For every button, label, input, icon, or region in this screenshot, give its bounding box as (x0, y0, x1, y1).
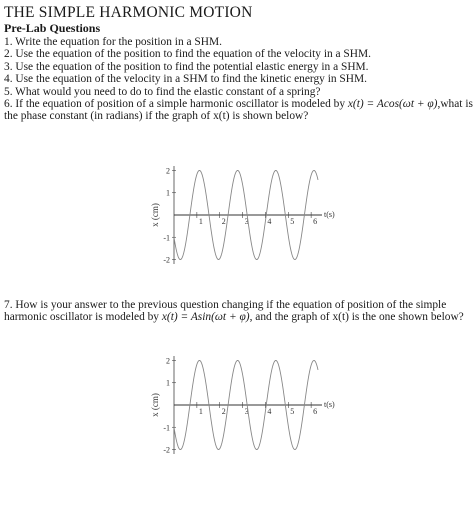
y-tick-label: 2 (166, 166, 170, 176)
y-tick-label: 1 (166, 188, 170, 198)
document (4, 4, 473, 123)
x-tick-label: 2 (221, 217, 226, 226)
y-tick-label: 2 (166, 356, 170, 366)
x-tick-label: 1 (198, 407, 203, 416)
y-tick-label: -1 (163, 233, 170, 243)
question-7-suffix: , and the graph of x(t) is the one shown below? (249, 311, 464, 324)
x-tick-label: 1 (198, 217, 203, 226)
question-3: 3. Use the equation of the position to find the potential elastic energy in a SHM. (4, 60, 369, 73)
y-tick-label: 1 (166, 378, 170, 388)
question-7-line1: 7. How is your answer to the previous question changing if the equation of position of the simple (4, 299, 447, 311)
section-heading: Pre-Lab Questions (4, 21, 101, 35)
question-5: 5. What would you need to do to find the elastic constant of a spring? (4, 85, 321, 98)
x-tick-label: 6 (313, 407, 318, 416)
x-axis-label: t(s) (324, 210, 335, 219)
graph-1 (152, 162, 342, 272)
x-tick-label: 5 (290, 217, 295, 226)
x-axis-label: t(s) (324, 400, 335, 409)
question-7-line2 (4, 311, 470, 323)
question-7-equation: x(t) = Asin(ωt + φ) (161, 311, 250, 324)
graph-1-svg (152, 162, 342, 272)
x-tick-label: 6 (313, 217, 318, 226)
document-title: THE SIMPLE HARMONIC MOTION (4, 4, 253, 21)
x-tick-label: 2 (221, 407, 226, 416)
question-6-line2: the phase constant (in radians) if the graph of x(t) is shown below? (4, 110, 309, 123)
y-axis-label: x (cm) (150, 393, 160, 417)
question-4: 4. Use the equation of the velocity in a SHM to find the kinetic energy in SHM. (4, 73, 367, 86)
question-7-block (4, 299, 470, 324)
y-tick-label: -2 (163, 255, 170, 265)
y-tick-label: -2 (163, 445, 170, 455)
question-1: 1. Write the equation for the position in a SHM. (4, 36, 222, 48)
graph-2-svg (152, 352, 342, 462)
y-tick-label: -1 (163, 423, 170, 433)
graph-2 (152, 352, 342, 462)
question-2: 2. Use the equation of the position to find the equation of the velocity in a SHM. (4, 48, 371, 61)
x-tick-label: 3 (244, 407, 249, 416)
question-6-equation: x(t) = Acos(ωt + φ) (347, 98, 438, 111)
y-axis-label: x (cm) (150, 203, 160, 227)
question-7-prefix: harmonic oscillator is modeled by (4, 311, 162, 324)
question-6 (4, 98, 473, 111)
question-6-prefix: 6. If the equation of position of a simple harmonic oscillator is modeled by (4, 98, 348, 111)
x-tick-label: 3 (244, 217, 249, 226)
x-tick-label: 4 (267, 217, 272, 226)
x-tick-label: 5 (290, 407, 295, 416)
x-tick-label: 4 (267, 407, 272, 416)
question-6-suffix: ,what is (437, 98, 473, 111)
